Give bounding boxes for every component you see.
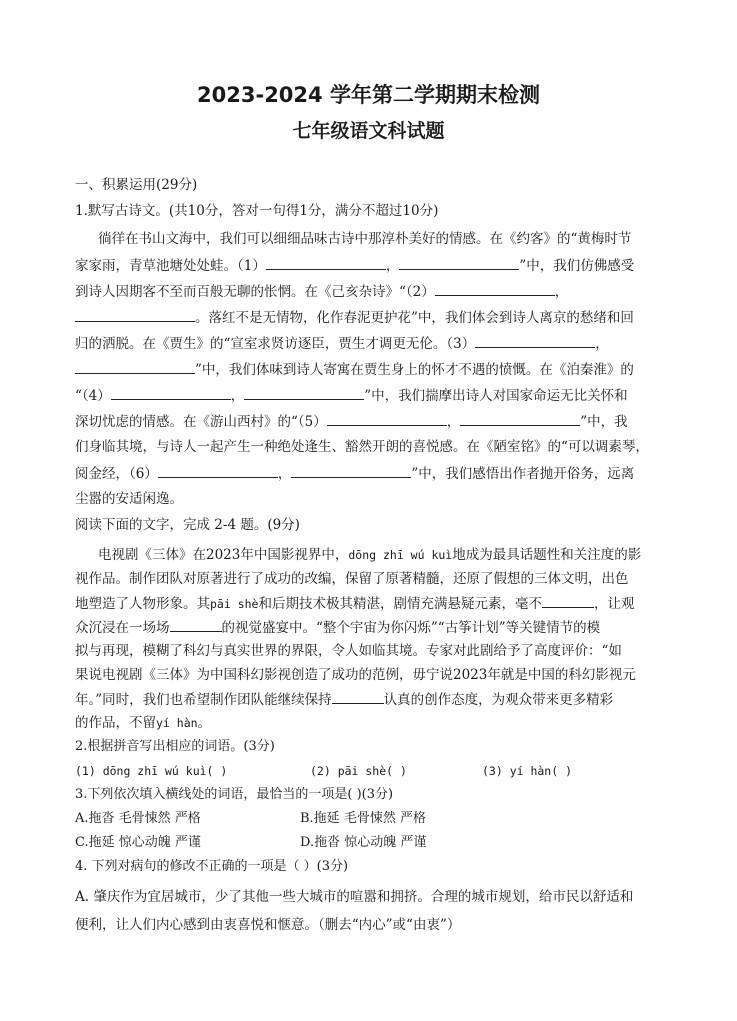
question-1-title: 1.默写古诗文。(共10分，答对一句得1分，满分不超过10分) [75, 203, 439, 219]
pinyin-text: pāi shè [210, 597, 259, 611]
q3-option-b[interactable]: B.拖延 毛骨悚然 严格 [300, 811, 426, 826]
q1-text-line: 深切忧虑的情感。在《游山西村》的“（5） ， ”中，我 [75, 414, 628, 430]
answer-blank[interactable] [75, 308, 195, 322]
passage-line: 众沉浸在一场场 的视觉盛宴中。“整个宇宙为你闪烁”“古筝计划”等关键情节的模 [75, 620, 601, 636]
q1-text-line: “（4） ， ”中，我们揣摩出诗人对国家命运无比关怀和 [75, 388, 628, 404]
q1-text-line: 尘嚣的安适闲逸。 [75, 491, 183, 507]
section-heading: 一、积累运用(29分) [75, 177, 198, 193]
q1-text-line: 阅金经，（6） ， ”中，我们感悟出作者抛开俗务，远离 [75, 466, 635, 482]
q3-option-c[interactable]: C.拖延 惊心动魄 严谨 [75, 835, 201, 850]
answer-blank[interactable] [327, 412, 447, 426]
reading-intro: 阅读下面的文字，完成 2-4 题。(9分) [75, 517, 300, 533]
answer-blank[interactable] [399, 256, 519, 270]
question-4-title: 4. 下列对病句的修改不正确的一项是（ ）(3分) [75, 859, 349, 874]
answer-blank[interactable] [75, 360, 195, 374]
answer-blank[interactable] [158, 464, 278, 478]
answer-blank[interactable] [266, 256, 386, 270]
q2-option-2[interactable]: (2) pāi shè( ) [310, 764, 407, 778]
answer-blank[interactable] [291, 464, 411, 478]
passage-line: 年。”同时，我们也希望制作团队能继续保持 认真的创作态度，为观众带来更多精彩 [75, 692, 614, 708]
passage-line: 地塑造了人物形象。其pāi shè和后期技术极其精湛，剧情充满悬疑元素，毫不 ，让观 [75, 596, 635, 612]
q4-option-a[interactable]: A. 肇庆作为宜居城市，少了其他一些大城市的喧嚣和拥挤。合理的城市规划，给市民以舒适和 [75, 889, 634, 905]
q3-option-a[interactable]: A.拖沓 毛骨悚然 严格 [75, 811, 201, 826]
answer-blank[interactable] [460, 412, 580, 426]
question-3-title: 3.下列依次填入横线处的词语，最恰当的一项是( )(3分) [75, 787, 394, 802]
answer-blank[interactable] [170, 618, 222, 632]
answer-blank[interactable] [332, 690, 384, 704]
passage-line: 视作品。制作团队对原著进行了成功的改编，保留了原著精髓，还原了假想的三体文明，出色 [75, 571, 629, 587]
pinyin-text: dōng zhī wú kuì [348, 548, 453, 562]
q1-text-line: 。落红不是无情物，化作春泥更护花”中，我们体会到诗人离京的愁绪和回 [75, 308, 675, 327]
passage-line: 果说电视剧《三体》为中国科幻影视创造了成功的范例，毋宁说2023年就是中国的科幻影视元 [75, 667, 636, 683]
q1-text-line: ”中，我们体味到诗人寄寓在贾生身上的怀才不遇的愤慨。在《泊秦淮》的 [75, 360, 675, 379]
question-2-title: 2.根据拼音写出相应的词语。(3分) [75, 739, 275, 754]
answer-blank[interactable] [111, 386, 231, 400]
answer-blank[interactable] [435, 282, 555, 296]
q4-option-a-cont: 便利，让人们内心感到由衷喜悦和惬意。（删去“内心”或“由衷”） [75, 917, 461, 933]
q3-option-d[interactable]: D.拖沓 惊心动魄 严谨 [300, 835, 427, 850]
q1-text-line: 家家雨，青草池塘处处蛙。（1） ， ”中，我们仿佛感受 [75, 258, 635, 274]
q1-text-line: 归的洒脱。在《贾生》的“宣室求贤访逐臣，贾生才调更无伦。（3） ， [75, 336, 609, 352]
exam-title: 2023-2024 学年第二学期期末检测 [197, 83, 540, 107]
passage-line: 电视剧《三体》在2023年中国影视界中，dōng zhī wú kuì地成为最具话题性和关注度的影 [98, 547, 642, 563]
q2-option-1[interactable]: (1) dōng zhī wú kuì( ) [75, 764, 228, 778]
q2-option-3[interactable]: (3) yí hàn( ) [482, 764, 573, 778]
q1-text-line: 们身临其境，与诗人一起产生一种绝处逢生、豁然开朗的喜悦感。在《陋室铭》的“可以调素琴， [75, 439, 649, 455]
q1-text-line: 徜徉在书山文海中，我们可以细细品味古诗中那淳朴美好的情感。在《约客》的“黄梅时节 [98, 231, 632, 247]
exam-subtitle: 七年级语文科试题 [292, 120, 445, 142]
answer-blank[interactable] [244, 386, 364, 400]
answer-blank[interactable] [475, 334, 595, 348]
pinyin-text: yí hàn [156, 716, 198, 730]
passage-line: 拟与再现，模糊了科幻与真实世界的界限，令人如临其境。专家对此剧给予了高度评价：“如 [75, 643, 622, 659]
answer-blank[interactable] [542, 594, 594, 608]
passage-line: 的作品，不留yí hàn。 [75, 715, 212, 731]
q1-text-line: 到诗人因期客不至而百般无聊的怅惘。在《己亥杂诗》“（2） ， [75, 284, 569, 300]
